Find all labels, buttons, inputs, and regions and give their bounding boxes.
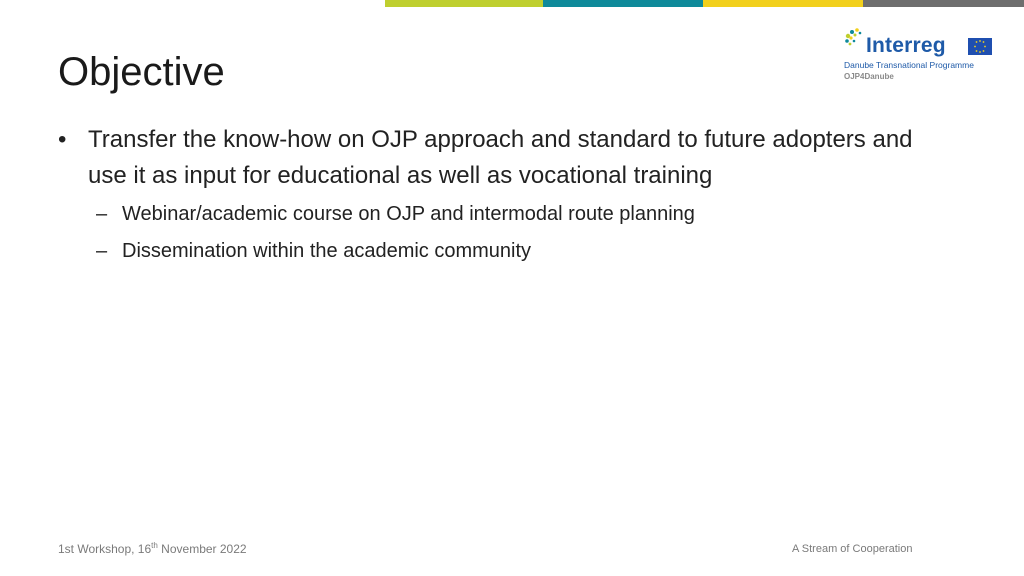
interreg-logo-mark-icon [842, 26, 868, 52]
slide-title: Objective [58, 50, 225, 94]
footer-date [58, 541, 247, 557]
sub-bullet-item [58, 233, 918, 270]
logo-project: OJP4Danube [844, 72, 894, 81]
stripe-yellow [703, 0, 863, 7]
logo-name: Interreg [866, 34, 946, 57]
slide-content [58, 122, 918, 270]
sub-bullet-text: Dissemination within the academic community [122, 240, 532, 262]
footer-date-suffix: November 2022 [157, 542, 247, 556]
eu-flag-icon [968, 38, 992, 55]
stripe-green [385, 0, 543, 7]
stripe-gray [863, 0, 1024, 7]
footer-tagline: A Stream of Cooperation [792, 543, 913, 555]
logo-program: Danube Transnational Programme [844, 60, 974, 70]
dash-marker: – [96, 203, 108, 225]
interreg-logo [842, 26, 998, 86]
bullet-item [58, 122, 918, 194]
footer-date-suffix-sup: th [151, 541, 158, 550]
bullet-marker: • [58, 126, 67, 153]
footer-date-prefix: 1st Workshop, 16 [58, 542, 152, 556]
sub-bullet-text: Webinar/academic course on OJP and intermodal route planning [122, 203, 695, 225]
stripe-teal [543, 0, 703, 7]
bullet-text: Transfer the know-how on OJP approach and standard to future adopters and use it as input for educational as well as vocational training [88, 126, 913, 189]
sub-bullet-list [58, 196, 918, 270]
top-color-stripes [385, 0, 1024, 7]
sub-bullet-item [58, 196, 918, 233]
dash-marker: – [96, 240, 108, 262]
